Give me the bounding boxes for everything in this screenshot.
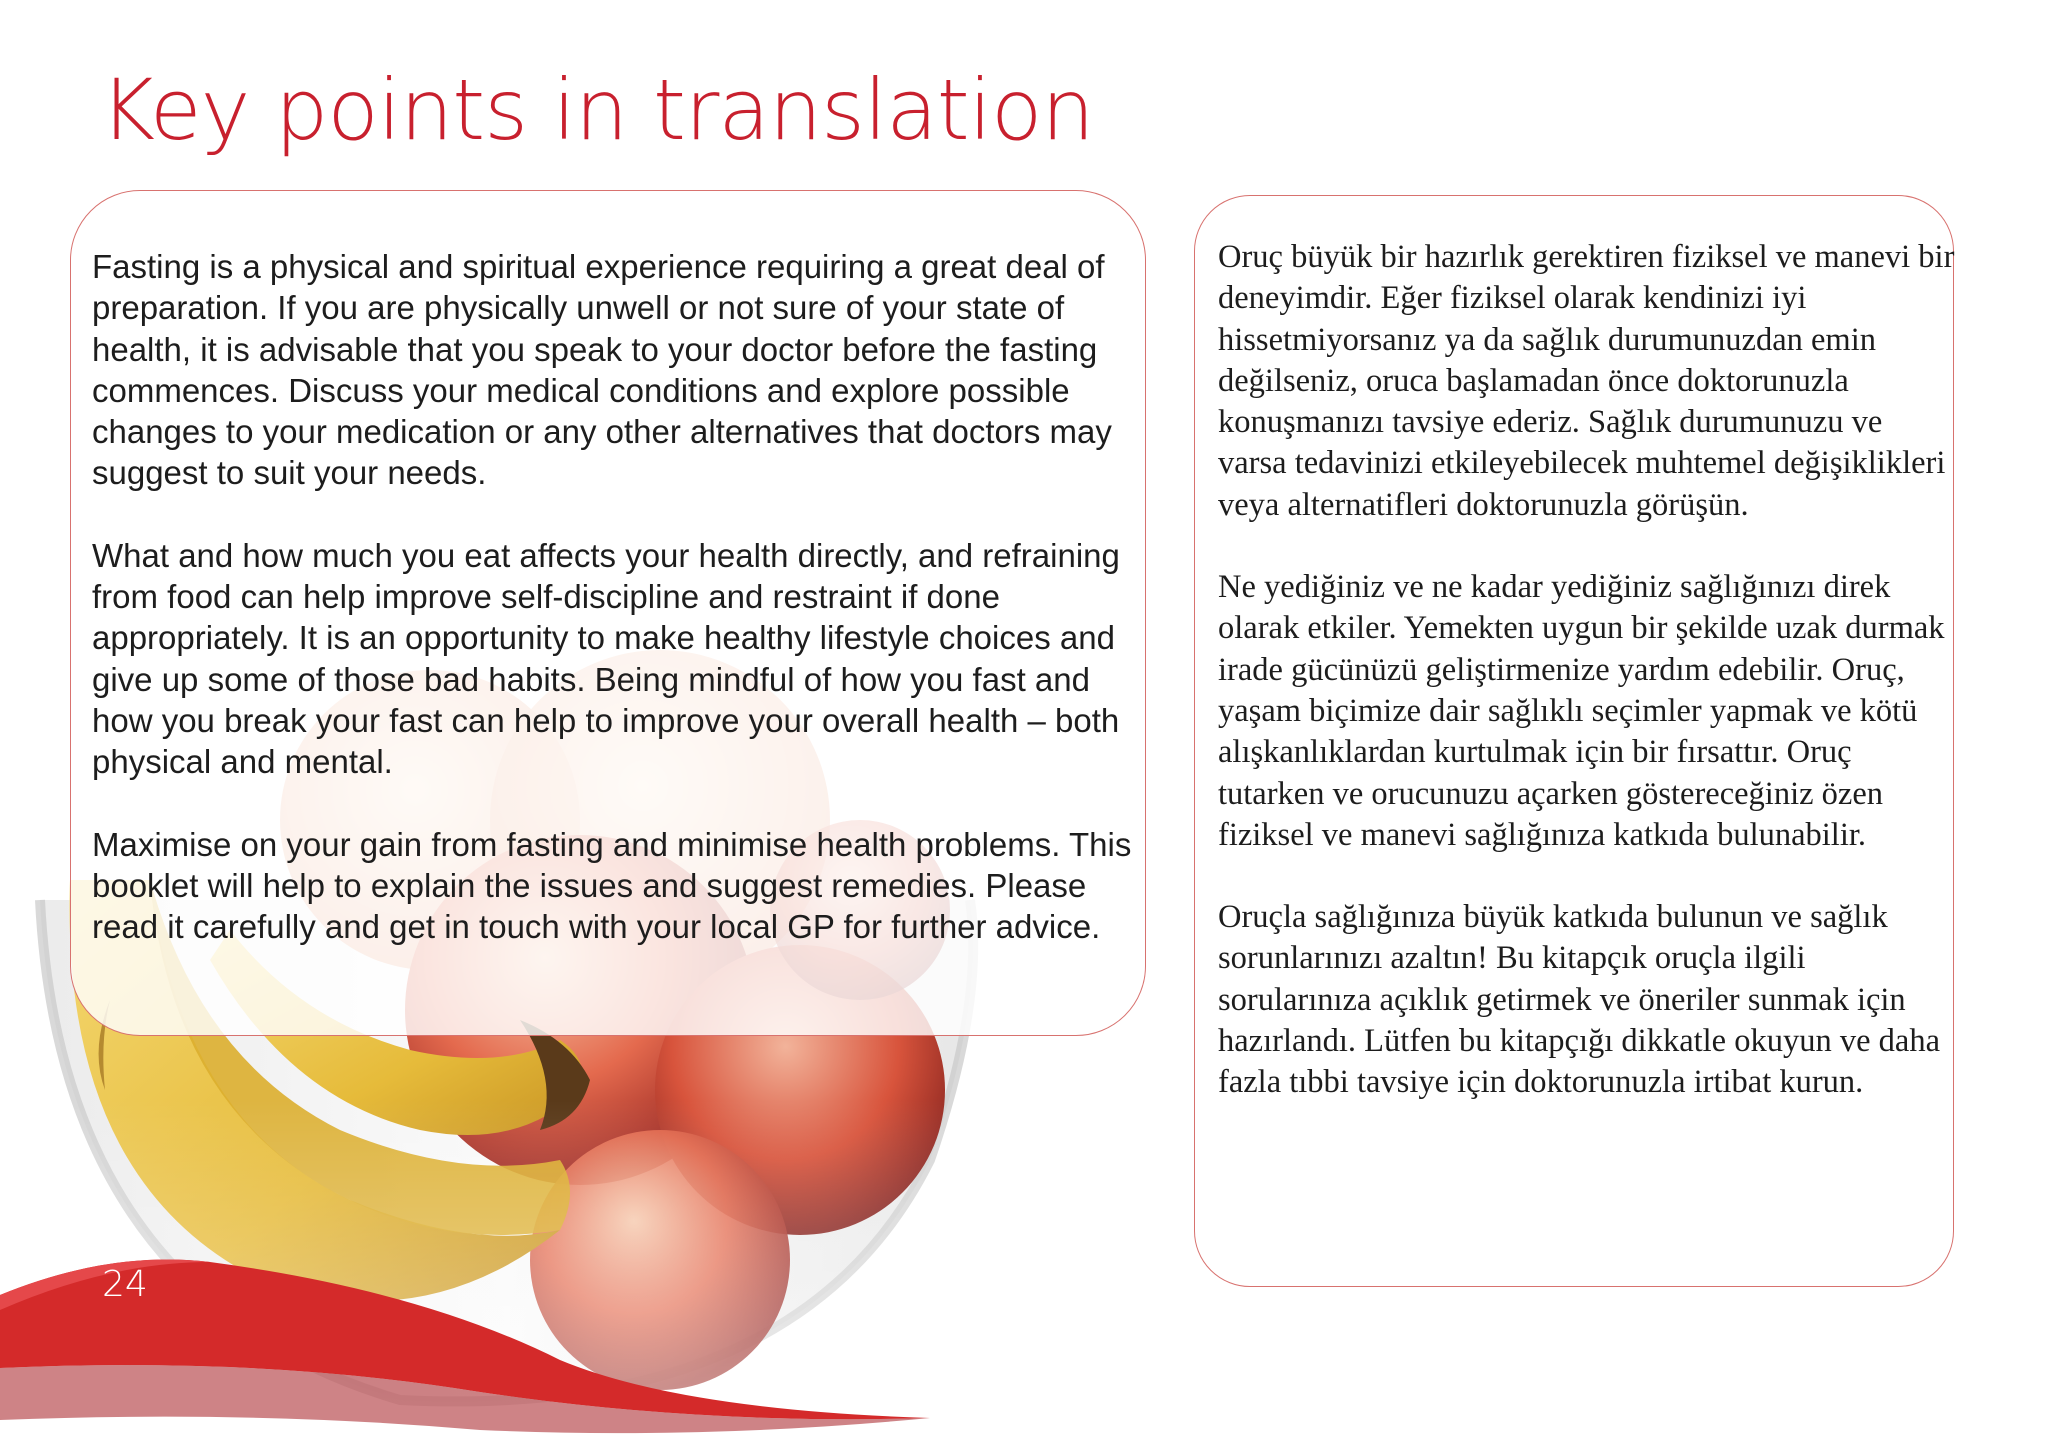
- page-number: 24: [102, 1264, 148, 1305]
- english-body: [92, 246, 1132, 988]
- english-paragraph: Maximise on your gain from fasting and minimise health problems. This booklet will help to explain the issues and suggest remedies. Please read it carefully and get in touch with your local GP for further advice.: [92, 825, 1132, 946]
- english-paragraph: What and how much you eat affects your health directly, and refraining from food can help improve self-discipline and restraint if done appropriately. It is an opportunity to make healthy lifestyle choices and give up some of those bad habits. Being mindful of how you fast and how you break your fast can help to improve your overall health – both physical and mental.: [92, 536, 1120, 781]
- turkish-paragraph: Oruç büyük bir hazırlık gerektiren fiziksel ve manevi bir deneyimdir. Eğer fiziksel olarak kendinizi iyi hissetmiyorsanız ya da sağlık durumunuzdan emin değilseniz, oruca başlamadan önce doktorunuzla konuşmanızı tavsiye ederiz. Sağlık durumunuzu ve varsa tedavinizi etkileyebilecek muhtemel değişiklikleri veya alternatifleri doktorunuzla görüşün.: [1218, 239, 1955, 523]
- turkish-paragraph: Ne yediğiniz ve ne kadar yediğiniz sağlığınızı direk olarak etkiler. Yemekten uygun bir şekilde uzak durmak irade gücünüzü geliştirmenize yardım edebilir. Oruç, yaşam biçimize dair sağlıklı seçimler yapmak ve kötü alışkanlıklardan kurtulmak için bir fırsattır. Oruç tutarken ve orucunuzu açarken göstereceğiniz özen fiziksel ve manevi sağlığınıza katkıda bulunabilir.: [1218, 569, 1945, 853]
- english-paragraph: Fasting is a physical and spiritual experience requiring a great deal of preparation. If you are physically unwell or not sure of your state of health, it is advisable that you speak to your doctor before the fasting commences. Discuss your medical conditions and explore possible changes to your medication or any other alternatives that doctors may suggest to suit your needs.: [92, 248, 1112, 492]
- turkish-paragraph: Oruçla sağlığınıza büyük katkıda bulunun ve sağlık sorunlarınızı azaltın! Bu kitapçık oruçla ilgili sorularınıza açıklık getirmek ve öneriler sunmak için hazırlandı. Lütfen bu kitapçığı dikkatle okuyun ve daha fazla tıbbi tavsiye için doktorunuzla irtibat kurun.: [1218, 899, 1940, 1101]
- turkish-body: [1218, 237, 1958, 1145]
- page-title: Key points in translation: [100, 61, 1094, 159]
